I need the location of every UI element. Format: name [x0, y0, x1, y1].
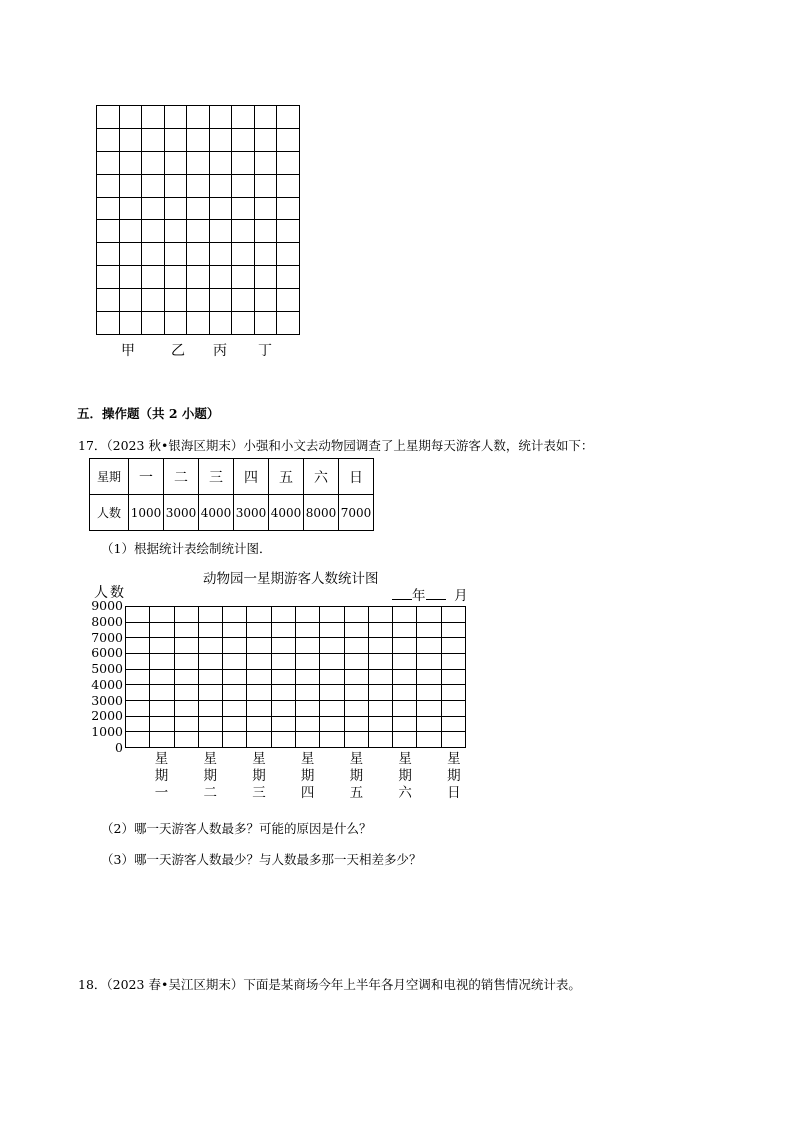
chart-grid-cell	[345, 654, 369, 670]
chart-grid-cell	[296, 685, 320, 701]
grid-cell	[277, 175, 300, 198]
chart-grid-cell	[393, 670, 417, 686]
chart-grid-cell	[345, 717, 369, 733]
table-value: 3000	[234, 495, 269, 531]
month-label: 月	[454, 588, 468, 604]
chart-grid-cell	[175, 654, 199, 670]
chart-grid-cell	[369, 638, 393, 654]
chart-grid-cell	[345, 607, 369, 623]
chart-grid-cell	[150, 685, 174, 701]
grid-cell	[120, 198, 143, 221]
x-category-label	[202, 751, 218, 802]
chart-grid-cell	[442, 717, 466, 733]
grid-cell	[120, 175, 143, 198]
grid-cell	[165, 198, 188, 221]
chart-grid-cell	[223, 732, 247, 748]
grid-cell	[120, 152, 143, 175]
grid-cell	[187, 243, 210, 266]
grid-cell	[210, 220, 233, 243]
grid-cell	[97, 312, 120, 335]
y-tick-label: 3000	[91, 692, 123, 708]
month-blank	[426, 587, 446, 600]
grid-cell	[120, 243, 143, 266]
grid-cell	[277, 312, 300, 335]
year-blank	[392, 587, 412, 600]
chart-grid-cell	[442, 732, 466, 748]
x-category-char: 星	[349, 751, 364, 767]
grid-cell	[97, 152, 120, 175]
chart-grid-cell	[272, 701, 296, 717]
grid-cell	[187, 129, 210, 152]
grid-cell	[187, 266, 210, 289]
chart-grid-cell	[126, 717, 150, 733]
grid-cell	[210, 129, 233, 152]
grid-cell	[97, 220, 120, 243]
grid-cell	[255, 129, 278, 152]
chart-grid-cell	[369, 701, 393, 717]
chart-grid-cell	[247, 607, 271, 623]
grid-cell	[277, 106, 300, 129]
chart-grid-cell	[247, 701, 271, 717]
grid-cell	[120, 220, 143, 243]
chart-grid-cell	[272, 607, 296, 623]
grid-cell	[187, 198, 210, 221]
x-category-label	[446, 751, 462, 802]
grid-cell	[165, 289, 188, 312]
grid-cell	[210, 175, 233, 198]
chart-grid-cell	[417, 638, 441, 654]
x-category-char: 期	[349, 768, 364, 784]
table-row-label: 人数	[90, 495, 129, 531]
chart-grid-cell	[442, 623, 466, 639]
chart-grid-cell	[272, 685, 296, 701]
grid-cell	[142, 289, 165, 312]
grid-cell	[232, 266, 255, 289]
grid-cell	[210, 243, 233, 266]
chart-grid-cell	[393, 607, 417, 623]
grid-cell	[255, 220, 278, 243]
table-header-label: 星期	[90, 459, 129, 495]
grid-cell	[187, 175, 210, 198]
chart-grid-cell	[369, 717, 393, 733]
table-day: 五	[269, 459, 304, 495]
table-value: 4000	[199, 495, 234, 531]
chart-grid-cell	[442, 638, 466, 654]
grid-cell	[187, 312, 210, 335]
x-category-char: 二	[203, 785, 217, 801]
x-category-char: 期	[203, 768, 217, 784]
year-label: 年	[412, 588, 426, 604]
grid-cell	[255, 152, 278, 175]
subquestion-1: （1）根据统计表绘制统计图．	[101, 541, 272, 556]
question-18-text: 18．（2023 春•吴江区期末）下面是某商场今年上半年各月空调和电视的销售情况统计表。	[78, 977, 581, 992]
chart-grid-cell	[223, 654, 247, 670]
table-day: 一	[129, 459, 164, 495]
chart-grid-cell	[369, 654, 393, 670]
chart-grid	[125, 606, 466, 748]
grid-cell	[255, 289, 278, 312]
chart-grid-cell	[247, 685, 271, 701]
y-tick-label: 5000	[91, 661, 123, 677]
grid-cell	[165, 129, 188, 152]
grid-cell	[97, 175, 120, 198]
visitor-stats-table	[89, 458, 374, 531]
chart-grid-cell	[296, 701, 320, 717]
x-category-label	[300, 751, 316, 802]
chart-grid-cell	[247, 623, 271, 639]
x-category-char: 三	[252, 785, 266, 801]
chart-grid-cell	[345, 732, 369, 748]
grid-cell	[165, 152, 188, 175]
y-tick-label: 7000	[91, 629, 123, 645]
y-tick-label: 9000	[91, 598, 123, 613]
grid-cell	[232, 106, 255, 129]
chart-grid-cell	[126, 607, 150, 623]
chart-grid-cell	[175, 717, 199, 733]
grid-cell	[232, 312, 255, 335]
grid-cell	[232, 198, 255, 221]
x-category-char: 期	[252, 768, 266, 784]
chart-grid-cell	[126, 638, 150, 654]
grid-cell	[210, 312, 233, 335]
chart-grid-cell	[199, 654, 223, 670]
x-category-char: 六	[398, 785, 412, 801]
chart-grid-cell	[442, 685, 466, 701]
grid-cell	[142, 220, 165, 243]
chart-grid-cell	[223, 717, 247, 733]
grid-cell	[187, 106, 210, 129]
grid-cell	[120, 289, 143, 312]
chart-grid-cell	[126, 701, 150, 717]
table-day: 三	[199, 459, 234, 495]
grid-cell	[97, 129, 120, 152]
grid-cell	[165, 266, 188, 289]
chart-grid-cell	[175, 670, 199, 686]
grid-cell	[142, 129, 165, 152]
table-value: 4000	[269, 495, 304, 531]
chart-grid-cell	[393, 654, 417, 670]
grid-cell	[165, 312, 188, 335]
chart-grid-cell	[345, 701, 369, 717]
subquestion-3: （3）哪一天游客人数最少？与人数最多那一天相差多少？	[101, 852, 422, 867]
grid-cell	[277, 289, 300, 312]
grid-cell	[232, 129, 255, 152]
y-tick-label: 4000	[91, 676, 123, 692]
grid-cell	[187, 289, 210, 312]
chart-grid-cell	[126, 685, 150, 701]
grid-cell	[255, 312, 278, 335]
chart-grid-cell	[223, 607, 247, 623]
grid-cell	[142, 312, 165, 335]
grid-cell	[120, 129, 143, 152]
chart-grid-cell	[320, 638, 344, 654]
table-day: 六	[304, 459, 339, 495]
chart-grid-cell	[417, 701, 441, 717]
grid-cell	[277, 129, 300, 152]
chart-grid-cell	[272, 717, 296, 733]
chart-title: 动物园一星期游客人数统计图	[203, 571, 379, 587]
chart-grid-cell	[320, 607, 344, 623]
chart-grid-cell	[175, 623, 199, 639]
chart-grid-cell	[223, 638, 247, 654]
chart-grid-cell	[150, 717, 174, 733]
grid-cell	[255, 266, 278, 289]
chart-grid-cell	[247, 670, 271, 686]
chart-grid-cell	[247, 638, 271, 654]
table-day: 二	[164, 459, 199, 495]
question-17-text: 17．（2023 秋•银海区期末）小强和小文去动物园调查了上星期每天游客人数，统计表如下：	[78, 438, 594, 453]
chart-grid-cell	[442, 607, 466, 623]
chart-grid-cell	[223, 670, 247, 686]
x-category-char: 星	[252, 751, 266, 767]
grid-cell	[120, 266, 143, 289]
x-category-char: 期	[300, 768, 315, 784]
grid-cell	[142, 243, 165, 266]
chart-grid-cell	[393, 732, 417, 748]
grid-cell	[97, 198, 120, 221]
x-category-char: 星	[203, 751, 217, 767]
y-tick-label: 2000	[91, 708, 123, 724]
chart-grid-cell	[126, 623, 150, 639]
chart-grid-cell	[296, 732, 320, 748]
chart-grid-cell	[296, 717, 320, 733]
chart-grid-cell	[175, 701, 199, 717]
y-tick-label: 0	[115, 740, 123, 755]
grid-cell	[255, 243, 278, 266]
chart-grid-cell	[320, 685, 344, 701]
chart-grid-cell	[199, 732, 223, 748]
grid-cell	[142, 266, 165, 289]
grid-cell	[232, 152, 255, 175]
grid-cell	[277, 152, 300, 175]
chart-grid-cell	[126, 654, 150, 670]
chart-grid-cell	[272, 654, 296, 670]
chart-grid-cell	[175, 607, 199, 623]
grid-label-yi: 乙	[171, 343, 185, 359]
grid-cell	[232, 220, 255, 243]
table-value: 3000	[164, 495, 199, 531]
x-category-char: 四	[300, 785, 315, 801]
grid-cell	[210, 152, 233, 175]
chart-grid-cell	[345, 638, 369, 654]
chart-grid-cell	[393, 717, 417, 733]
chart-grid-cell	[369, 670, 393, 686]
grid-cell	[210, 106, 233, 129]
chart-date-line	[392, 584, 468, 604]
chart-grid-cell	[150, 670, 174, 686]
chart-grid-cell	[320, 623, 344, 639]
x-category-label	[348, 751, 364, 802]
table-value: 1000	[129, 495, 164, 531]
chart-grid-cell	[150, 732, 174, 748]
chart-grid-cell	[393, 701, 417, 717]
x-category-label	[251, 751, 267, 802]
chart-grid-cell	[320, 701, 344, 717]
chart-grid-cell	[199, 638, 223, 654]
chart-grid-cell	[417, 623, 441, 639]
grid-label-ding: 丁	[258, 343, 272, 359]
chart-grid-cell	[175, 638, 199, 654]
y-tick-label: 6000	[91, 645, 123, 661]
x-category-label	[154, 751, 170, 802]
chart-grid-cell	[417, 732, 441, 748]
chart-grid-cell	[199, 717, 223, 733]
chart-grid-cell	[417, 717, 441, 733]
chart-grid-cell	[393, 685, 417, 701]
x-category-char: 一	[154, 785, 169, 801]
chart-grid-cell	[442, 670, 466, 686]
chart-grid-cell	[223, 685, 247, 701]
chart-grid-cell	[320, 654, 344, 670]
grid-cell	[210, 266, 233, 289]
grid-cell	[142, 198, 165, 221]
chart-grid-cell	[150, 638, 174, 654]
x-category-char: 五	[349, 785, 364, 801]
x-category-char: 星	[300, 751, 315, 767]
chart-grid-cell	[175, 685, 199, 701]
table-row-counts	[90, 495, 374, 531]
chart-grid-cell	[272, 732, 296, 748]
chart-grid-cell	[199, 685, 223, 701]
x-category-char: 星	[398, 751, 412, 767]
grid-cell	[232, 243, 255, 266]
x-category-char: 期	[447, 768, 461, 784]
grid-cell	[255, 106, 278, 129]
chart-grid-cell	[247, 654, 271, 670]
chart-grid-cell	[150, 701, 174, 717]
x-category-char: 日	[447, 785, 461, 801]
grid-cell	[97, 106, 120, 129]
chart-grid-cell	[296, 654, 320, 670]
grid-cell	[97, 243, 120, 266]
grid-cell	[232, 289, 255, 312]
chart-grid-cell	[345, 623, 369, 639]
chart-grid-cell	[223, 623, 247, 639]
chart-grid-cell	[272, 623, 296, 639]
grid-cell	[210, 198, 233, 221]
table-row-days	[90, 459, 374, 495]
grid-cell	[277, 266, 300, 289]
x-category-char: 星	[154, 751, 169, 767]
chart-grid-cell	[393, 638, 417, 654]
grid-cell	[232, 175, 255, 198]
chart-grid-cell	[369, 607, 393, 623]
chart-grid-cell	[393, 623, 417, 639]
subquestion-2: （2）哪一天游客人数最多？可能的原因是什么？	[101, 821, 372, 836]
grid-cell	[142, 152, 165, 175]
x-category-label	[397, 751, 413, 802]
chart-grid-cell	[369, 732, 393, 748]
chart-grid-cell	[247, 717, 271, 733]
chart-grid-cell	[199, 607, 223, 623]
chart-grid-cell	[417, 654, 441, 670]
grid-cell	[142, 106, 165, 129]
chart-grid-cell	[296, 623, 320, 639]
chart-grid-cell	[150, 623, 174, 639]
chart-grid-cell	[199, 701, 223, 717]
chart-grid-cell	[150, 654, 174, 670]
grid-cell	[97, 289, 120, 312]
grid-cell	[277, 198, 300, 221]
grid-cell	[120, 312, 143, 335]
grid-cell	[97, 266, 120, 289]
chart-grid-cell	[150, 607, 174, 623]
chart-grid-cell	[369, 685, 393, 701]
chart-grid-cell	[272, 638, 296, 654]
chart-grid-cell	[417, 670, 441, 686]
chart-grid-cell	[272, 670, 296, 686]
chart-grid-cell	[345, 685, 369, 701]
section-title: 五．操作题（共 2 小题）	[77, 406, 220, 421]
y-tick-label: 1000	[91, 724, 123, 740]
grid-cell	[255, 198, 278, 221]
chart-grid-cell	[417, 685, 441, 701]
grid-cell	[255, 175, 278, 198]
chart-grid-cell	[417, 607, 441, 623]
x-category-char: 星	[447, 751, 461, 767]
chart-grid-cell	[175, 732, 199, 748]
chart-grid-cell	[296, 607, 320, 623]
table-day: 日	[339, 459, 374, 495]
chart-grid-cell	[442, 654, 466, 670]
y-tick-label: 8000	[91, 613, 123, 629]
grid-cell	[187, 152, 210, 175]
chart-grid-cell	[442, 701, 466, 717]
chart-grid-cell	[345, 670, 369, 686]
table-day: 四	[234, 459, 269, 495]
chart-grid-cell	[320, 670, 344, 686]
grid-cell	[165, 243, 188, 266]
table-value: 8000	[304, 495, 339, 531]
chart-grid-cell	[296, 670, 320, 686]
table-value: 7000	[339, 495, 374, 531]
grid-label-jia: 甲	[121, 343, 135, 359]
grid-label-bing: 丙	[213, 343, 227, 359]
chart-grid-cell	[126, 732, 150, 748]
grid-cell	[142, 175, 165, 198]
grid-cell	[277, 220, 300, 243]
chart-grid-cell	[223, 701, 247, 717]
chart-grid-cell	[199, 670, 223, 686]
grid-cell	[165, 175, 188, 198]
chart-grid-cell	[126, 670, 150, 686]
chart-grid-cell	[369, 623, 393, 639]
chart-grid-cell	[199, 623, 223, 639]
chart-grid-cell	[320, 717, 344, 733]
chart-grid-cell	[296, 638, 320, 654]
grid-cell	[277, 243, 300, 266]
blank-grid	[96, 105, 300, 335]
grid-cell	[187, 220, 210, 243]
x-category-char: 期	[154, 768, 169, 784]
chart-grid-cell	[247, 732, 271, 748]
grid-cell	[165, 106, 188, 129]
grid-cell	[165, 220, 188, 243]
grid-cell	[120, 106, 143, 129]
grid-cell	[210, 289, 233, 312]
x-category-char: 期	[398, 768, 412, 784]
chart-grid-cell	[320, 732, 344, 748]
chart-ylabel: 人数	[94, 585, 126, 601]
